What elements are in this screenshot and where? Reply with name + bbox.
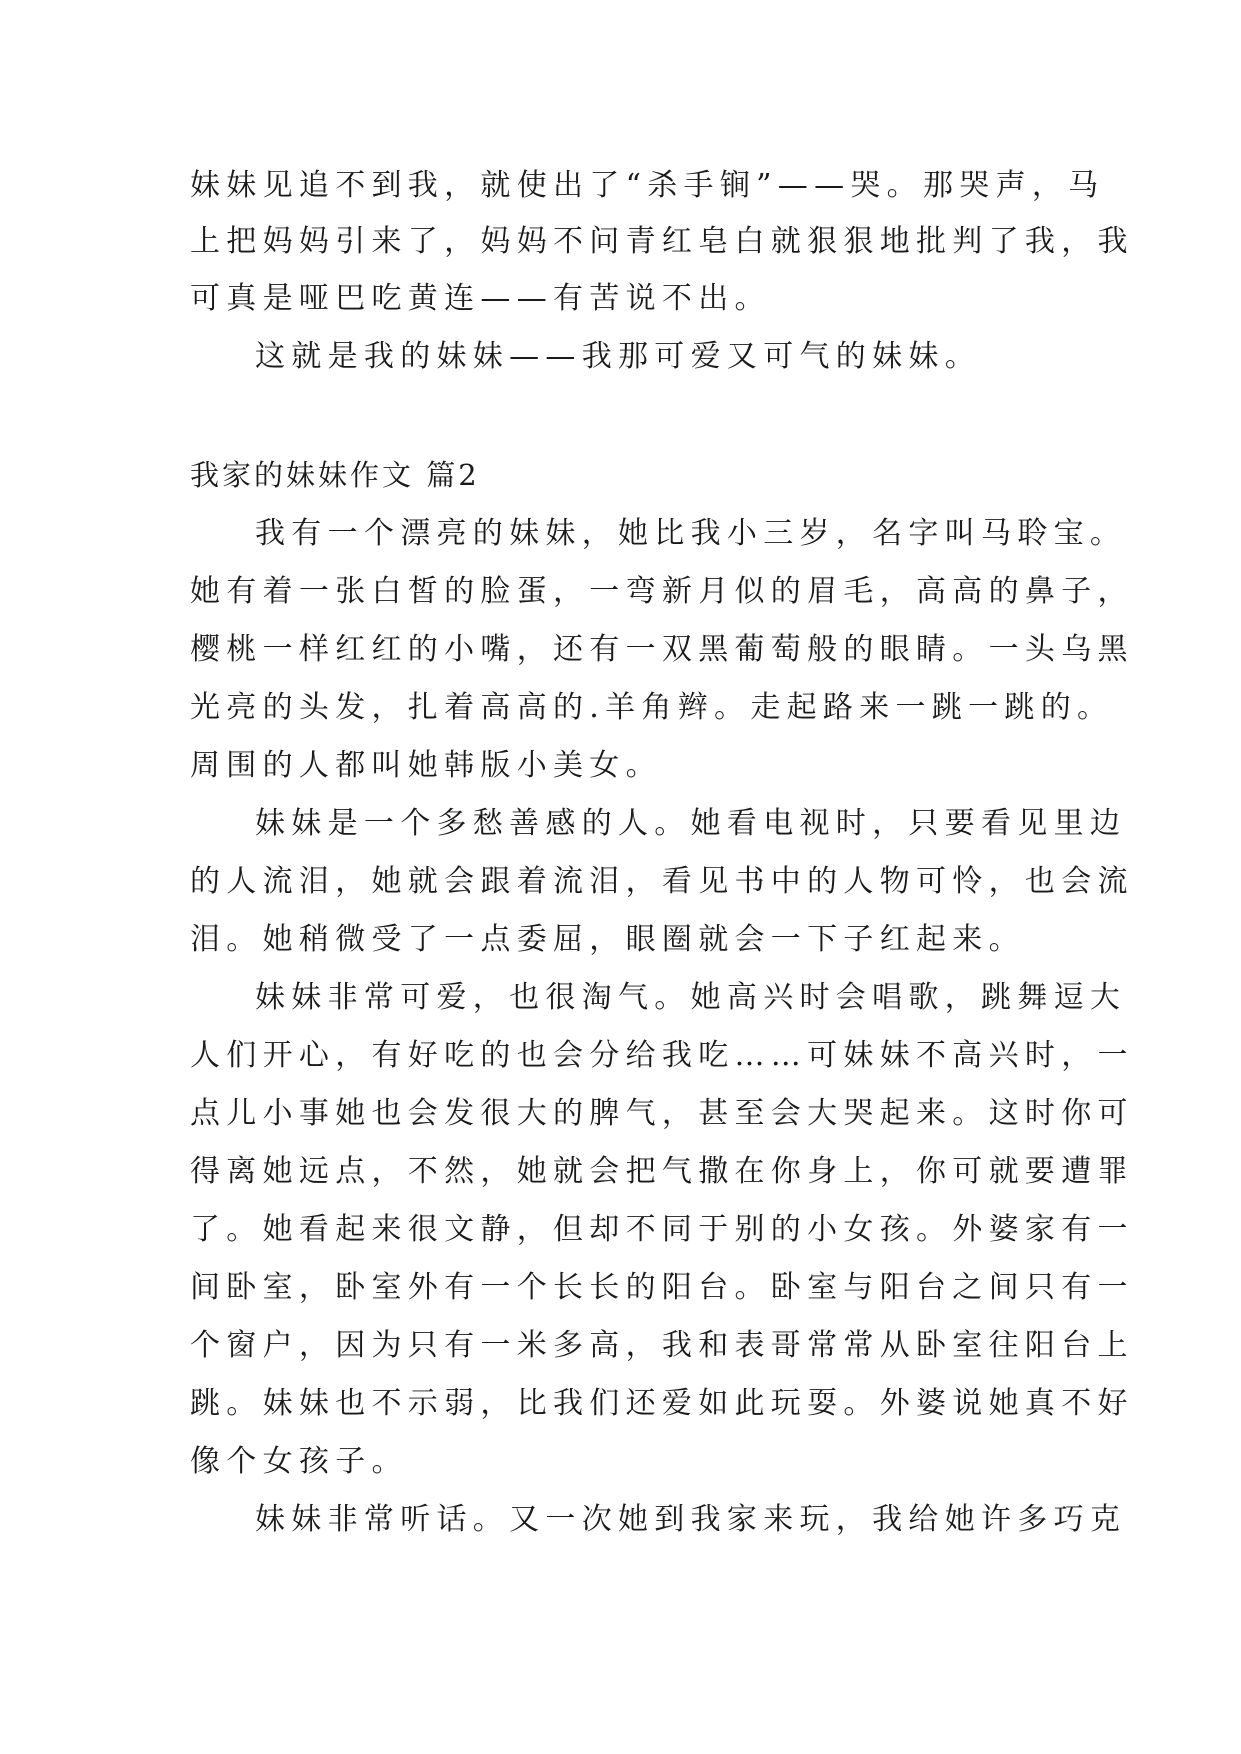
paragraph-line: 得离她远点，不然，她就会把气撒在你身上，你可就要遭罪	[190, 1154, 1134, 1189]
paragraph-line: 跳。妹妹也不示弱，比我们还爱如此玩耍。外婆说她真不好	[190, 1386, 1134, 1421]
text-line: 可真是哑巴吃黄连——有苦说不出。	[190, 281, 771, 316]
paragraph-line: 点儿小事她也会发很大的脾气，甚至会大哭起来。这时你可	[190, 1096, 1134, 1131]
section-heading: 我家的妹妹作文 篇2	[190, 458, 480, 492]
paragraph-line: 妹妹是一个多愁善感的人。她看电视时，只要看见里边	[255, 806, 1127, 841]
paragraph-line: 泪。她稍微受了一点委屈，眼圈就会一下子红起来。	[190, 922, 1025, 957]
paragraph-line: 妹妹非常听话。又一次她到我家来玩，我给她许多巧克	[255, 1502, 1127, 1537]
text-line: 上把妈妈引来了，妈妈不问青红皂白就狠狠地批判了我，我	[190, 224, 1134, 259]
paragraph-line: 间卧室，卧室外有一个长长的阳台。卧室与阳台之间只有一	[190, 1270, 1134, 1305]
paragraph-line: 周围的人都叫她韩版小美女。	[190, 748, 662, 783]
paragraph-line: 的人流泪，她就会跟着流泪，看见书中的人物可怜，也会流	[190, 864, 1134, 899]
paragraph-line: 了。她看起来很文静，但却不同于别的小女孩。外婆家有一	[190, 1212, 1134, 1247]
paragraph-line: 人们开心，有好吃的也会分给我吃……可妹妹不高兴时，一	[190, 1038, 1134, 1073]
paragraph-line: 像个女孩子。	[190, 1444, 408, 1479]
paragraph-line: 个窗户，因为只有一米多高，我和表哥常常从卧室往阳台上	[190, 1328, 1134, 1363]
paragraph-line: 樱桃一样红红的小嘴，还有一双黑葡萄般的眼睛。一头乌黑	[190, 632, 1134, 667]
closing-paragraph: 这就是我的妹妹——我那可爱又可气的妹妹。	[255, 339, 981, 374]
paragraph-line: 她有着一张白皙的脸蛋，一弯新月似的眉毛，高高的鼻子，	[190, 574, 1134, 609]
paragraph-line: 妹妹非常可爱，也很淘气。她高兴时会唱歌，跳舞逗大	[255, 980, 1127, 1015]
paragraph-line: 我有一个漂亮的妹妹，她比我小三岁，名字叫马聆宝。	[255, 516, 1127, 551]
text-line: 妹妹见追不到我，就使出了“杀手锏”——哭。那哭声，马	[190, 168, 1105, 203]
paragraph-line: 光亮的头发，扎着高高的.羊角辫。走起路来一跳一跳的。	[190, 690, 1114, 725]
